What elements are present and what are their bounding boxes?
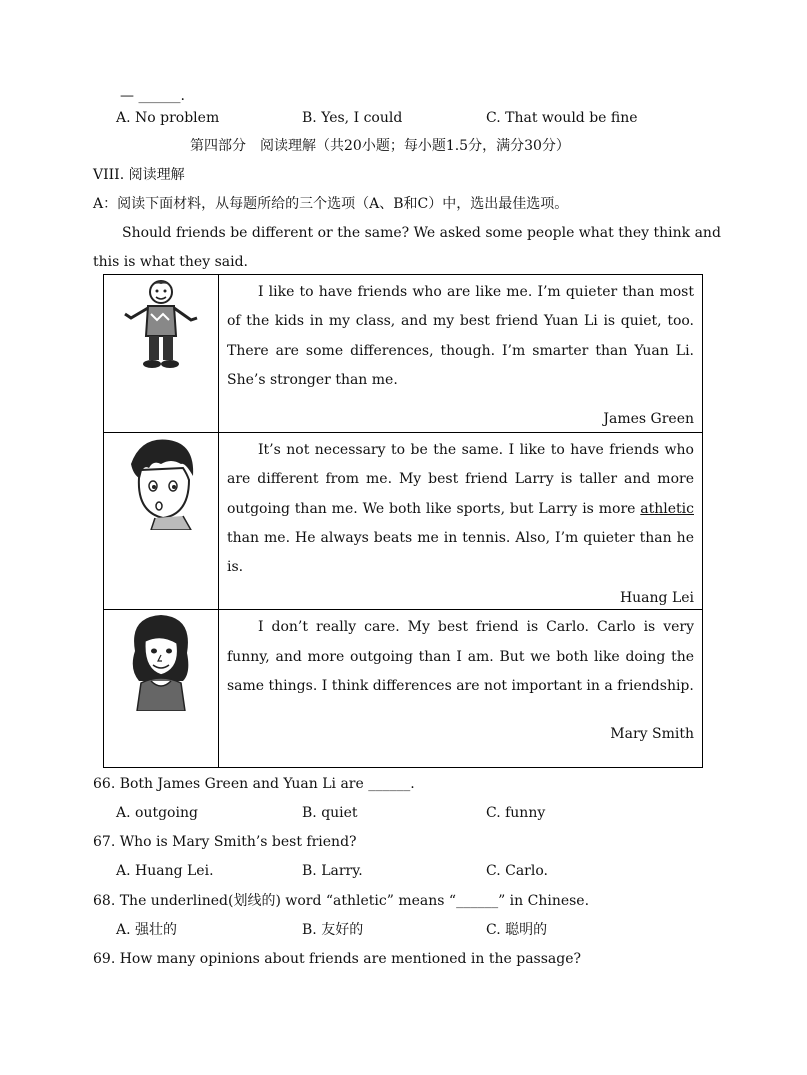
girl-cartoon-icon <box>121 611 201 711</box>
q68-option-a: A. 强壮的 <box>116 922 178 938</box>
opinion-row <box>104 610 703 768</box>
q66-option-b: B. quiet <box>302 805 358 821</box>
opinion-cell <box>219 610 703 768</box>
question-66: 66. Both James Green and Yuan Li are ______. <box>93 776 415 792</box>
option-b: B. Yes, I could <box>302 110 403 126</box>
opinion-cell <box>219 433 703 610</box>
intro-line-2: this is what they said. <box>93 254 248 270</box>
option-a: A. No problem <box>116 110 220 126</box>
opinion-cell <box>219 275 703 433</box>
opinion-text-part: than me. He always beats me in tennis. Also, I’m quieter than he is. <box>227 529 694 576</box>
q67-option-c: C. Carlo. <box>486 863 548 879</box>
q66-option-c: C. funny <box>486 805 546 821</box>
q67-option-b: B. Larry. <box>302 863 363 879</box>
opinion-text: I like to have friends who are like me. I’m quieter than most of the kids in my class, and my best friend Yuan Li is quiet, too. There are some differences, though. I’m smarter than Yuan Li. She’s stronger than me. <box>227 284 694 388</box>
opinions-table <box>103 274 703 768</box>
opinion-row <box>104 275 703 433</box>
picture-cell <box>104 610 219 768</box>
opinion-text <box>227 436 694 582</box>
question-69: 69. How many opinions about friends are mentioned in the passage? <box>93 951 582 967</box>
boy-face-cartoon-icon <box>121 434 201 530</box>
opinion-name: Mary Smith <box>610 726 694 743</box>
intro-line-1: Should friends be different or the same? We asked some people what they think and <box>122 225 721 241</box>
underlined-word: athletic <box>640 500 694 517</box>
q68-option-b: B. 友好的 <box>302 922 364 938</box>
part-heading: 第四部分 阅读理解（共20小题；每小题1.5分，满分30分） <box>190 138 570 154</box>
instruction: A：阅读下面材料，从每题所给的三个选项（A、B和C）中，选出最佳选项。 <box>93 196 569 212</box>
question-67: 67. Who is Mary Smith’s best friend? <box>93 834 357 850</box>
picture-cell <box>104 275 219 433</box>
picture-cell <box>104 433 219 610</box>
option-c: C. That would be fine <box>486 110 638 126</box>
q67-option-a: A. Huang Lei. <box>116 863 214 879</box>
opinion-name: James Green <box>603 411 694 428</box>
q66-option-a: A. outgoing <box>116 805 198 821</box>
opinion-text-part: It’s not necessary to be the same. I like to have friends who are different from me. My best friend Larry is taller and more outgoing than me. We both like sports, but Larry is more <box>227 442 694 517</box>
q68-option-c: C. 聪明的 <box>486 922 548 938</box>
opinion-name: Huang Lei <box>619 590 694 607</box>
answer-line: — ______. <box>120 88 185 104</box>
opinion-text: I don’t really care. My best friend is Carlo. Carlo is very funny, and more outgoing than I am. But we both like doing the same things. I think differences are not important in a friendship. <box>227 619 694 695</box>
boy-cartoon-icon <box>121 276 201 372</box>
question-68: 68. The underlined(划线的) word “athletic” means “______” in Chinese. <box>93 893 590 909</box>
opinion-row <box>104 433 703 610</box>
section-title: VIII. 阅读理解 <box>93 167 185 183</box>
